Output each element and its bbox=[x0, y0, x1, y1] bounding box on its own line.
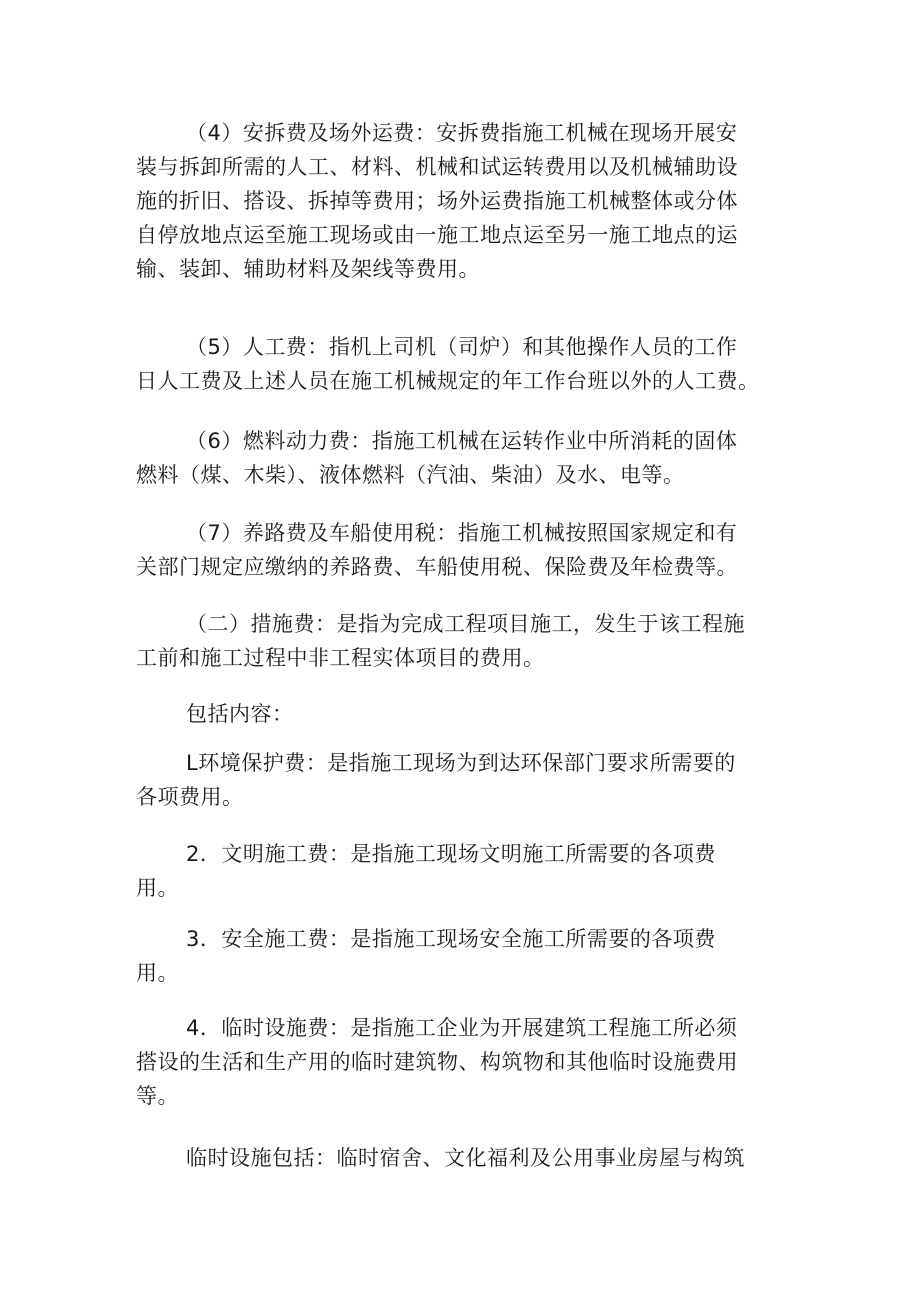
text-line: 等。 bbox=[136, 1084, 179, 1108]
text-line: 施的折旧、搭设、拆掉等费用；场外运费指施工机械整体或分体 bbox=[136, 189, 738, 213]
paragraph-dismantling-transport-fee bbox=[136, 116, 796, 286]
text-line: 日人工费及上述人员在施工机械规定的年工作台班以外的人工费。 bbox=[136, 369, 760, 393]
paragraph-safety-construction-fee bbox=[136, 922, 796, 990]
text-line: L环境保护费：是指施工现场为到达环保部门要求所需要的 bbox=[186, 751, 736, 775]
paragraph-labor-fee bbox=[136, 330, 796, 398]
text-line: 各项费用。 bbox=[136, 785, 244, 809]
paragraph-measures-fee bbox=[136, 607, 796, 675]
paragraph-fuel-power-fee bbox=[136, 424, 796, 492]
text-line: 燃料（煤、木柴）、液体燃料（汽油、柴油）及水、电等。 bbox=[136, 463, 685, 487]
text-line: 2．文明施工费：是指施工现场文明施工所需要的各项费 bbox=[186, 842, 716, 866]
text-line: 工前和施工过程中非工程实体项目的费用。 bbox=[136, 646, 545, 670]
text-line: 用。 bbox=[136, 961, 179, 985]
text-line: 用。 bbox=[136, 876, 179, 900]
paragraph-environmental-protection-fee bbox=[136, 746, 796, 814]
text-line: 3．安全施工费：是指施工现场安全施工所需要的各项费 bbox=[186, 927, 716, 951]
paragraph-includes-heading bbox=[136, 697, 796, 731]
paragraph-temporary-facilities-fee bbox=[136, 1011, 796, 1113]
text-line: 自停放地点运至施工现场或由一施工地点运至另一施工地点的运 bbox=[136, 223, 738, 247]
text-line: 搭设的生活和生产用的临时建筑物、构筑物和其他临时设施费用 bbox=[136, 1050, 738, 1074]
text-line: 输、装卸、辅助材料及架线等费用。 bbox=[136, 257, 480, 281]
paragraph-temporary-facilities-include bbox=[136, 1141, 796, 1175]
text-line: （5）人工费：指机上司机（司炉）和其他操作人员的工作 bbox=[186, 335, 738, 359]
text-line: 临时设施包括：临时宿舍、文化福利及公用事业房屋与构筑 bbox=[186, 1146, 745, 1170]
text-line: 包括内容： bbox=[186, 702, 294, 726]
text-line: （6）燃料动力费：指施工机械在运转作业中所消耗的固体 bbox=[186, 429, 738, 453]
text-line: 装与拆卸所需的人工、材料、机械和试运转费用以及机械辅助设 bbox=[136, 155, 738, 179]
text-line: （7）养路费及车船使用税：指施工机械按照国家规定和有 bbox=[186, 521, 738, 545]
text-line: 4．临时设施费：是指施工企业为开展建筑工程施工所必须 bbox=[186, 1016, 738, 1040]
text-line: （二）措施费：是指为完成工程项目施工，发生于该工程施 bbox=[186, 612, 745, 636]
text-line: （4）安拆费及场外运费：安拆费指施工机械在现场开展安 bbox=[186, 121, 738, 145]
paragraph-road-maintenance-tax bbox=[136, 516, 796, 584]
paragraph-civilized-construction-fee bbox=[136, 837, 796, 905]
text-line: 关部门规定应缴纳的养路费、车船使用税、保险费及年检费等。 bbox=[136, 555, 738, 579]
